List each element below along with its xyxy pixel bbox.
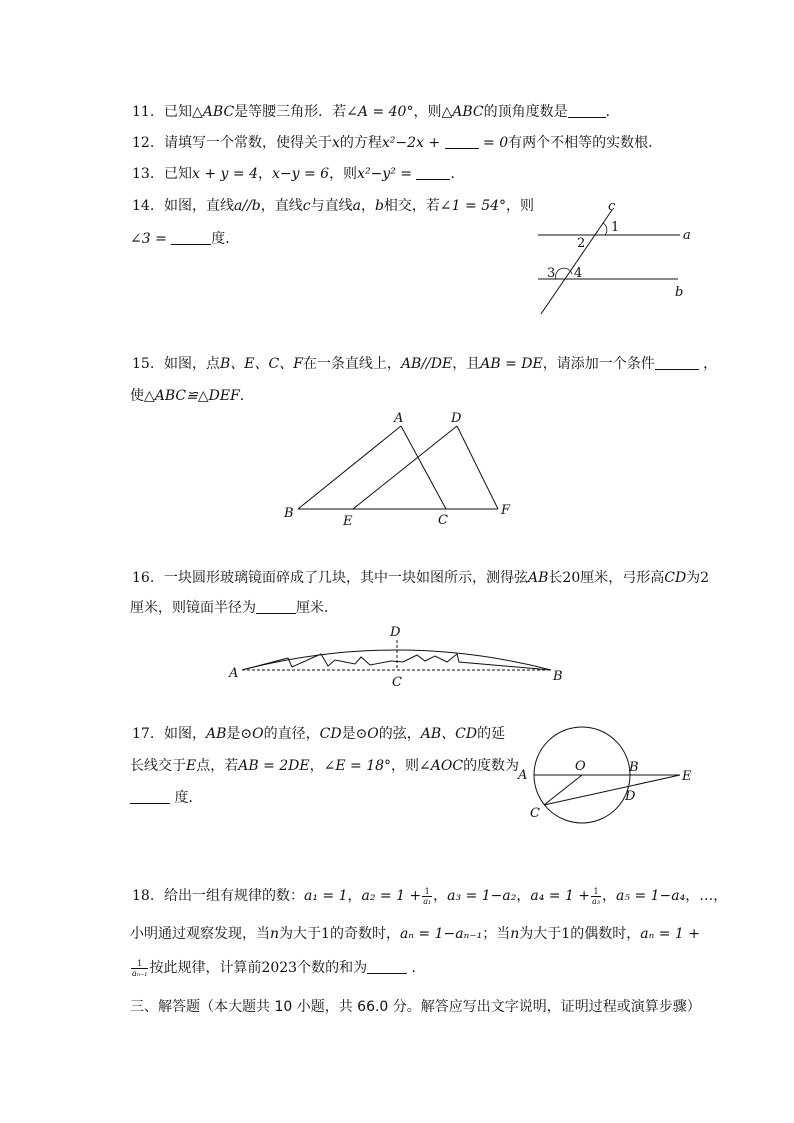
- text: 已知: [164, 104, 192, 120]
- label-B: B: [629, 760, 639, 775]
- text: 的偶数时，: [570, 926, 641, 942]
- segment-df: [457, 426, 498, 509]
- math: n: [270, 926, 280, 942]
- question-14: [132, 196, 534, 216]
- label-B: B: [284, 506, 294, 521]
- text: 的奇数时，: [329, 926, 400, 942]
- text: ．: [450, 166, 465, 182]
- label-D: D: [390, 625, 401, 640]
- text: ，: [360, 198, 375, 214]
- label-B: B: [553, 669, 563, 684]
- answer-blank[interactable]: [445, 134, 479, 149]
- label-E: E: [682, 769, 692, 784]
- math: x−y = 6: [271, 166, 330, 182]
- math: CD: [664, 570, 687, 586]
- label-3: 3: [547, 266, 556, 281]
- text: 小明通过观察发现，当: [130, 926, 270, 942]
- math: B、E、C、F: [220, 356, 303, 372]
- line-ce: [544, 775, 680, 805]
- denominator: a₁: [423, 896, 432, 906]
- value: 2: [700, 570, 710, 586]
- question-18: [132, 886, 727, 906]
- math: = 0: [483, 135, 509, 151]
- text: ，: [433, 888, 448, 904]
- text: ，: [309, 758, 324, 774]
- fraction: [422, 887, 432, 906]
- text: 在一条直线上，: [302, 356, 401, 372]
- numerator: 1: [591, 887, 601, 897]
- figure-16-mirror-fragment: [225, 618, 575, 693]
- math: ∠3 =: [130, 231, 167, 247]
- text: 长线交于: [130, 758, 186, 774]
- question-12: [132, 133, 662, 153]
- text: 度．: [211, 231, 240, 247]
- question-18-cont: [130, 924, 700, 944]
- math: ⊙O: [355, 726, 379, 742]
- text: 为大于: [519, 926, 562, 942]
- value: 2023: [261, 960, 298, 976]
- text: 长: [548, 570, 563, 586]
- text: 已知: [164, 166, 192, 182]
- math: aₙ = 1 +: [640, 926, 700, 942]
- math: AB: [206, 726, 227, 742]
- text: 厘米．: [296, 600, 338, 616]
- text: 是: [226, 726, 241, 742]
- label-b: b: [675, 285, 684, 300]
- label-D: D: [451, 411, 462, 426]
- text: ，: [347, 888, 362, 904]
- text: 相交，若: [383, 198, 440, 214]
- text: ，则: [329, 166, 358, 182]
- text: 是等腰三角形．若: [234, 104, 347, 120]
- label-C: C: [438, 513, 448, 528]
- label-2: 2: [577, 236, 586, 251]
- fraction: [131, 959, 148, 978]
- question-18-cont2: [130, 958, 426, 978]
- text: ，且: [452, 356, 481, 372]
- text: ；当: [482, 926, 511, 942]
- triangle-symbol: △: [441, 104, 453, 120]
- math: E: [186, 758, 197, 774]
- text: 使: [130, 388, 144, 404]
- math: ⊙O: [240, 726, 264, 742]
- question-11: [132, 102, 620, 122]
- text: 的顶角度数是: [483, 104, 568, 120]
- question-14-cont: [130, 229, 239, 249]
- section-header: 三、解答题（本大题共 10 小题，共 66.0 分。解答应写出文字说明，证明过程或演算步骤）: [130, 999, 701, 1015]
- numerator: 1: [422, 887, 432, 897]
- figure-17-circle: [512, 718, 702, 828]
- text: 点，若: [196, 758, 239, 774]
- triangle-symbol: △: [192, 104, 203, 120]
- question-number: 11.: [132, 104, 155, 120]
- math: a₂ = 1 +: [361, 888, 422, 904]
- label-4: 4: [574, 266, 583, 281]
- text: ，请添加一个条件: [542, 356, 655, 372]
- label-E: E: [343, 514, 353, 529]
- text: ．: [239, 388, 254, 404]
- text: ，则: [506, 198, 535, 214]
- text: ，…，: [685, 888, 728, 904]
- answer-blank[interactable]: [655, 355, 699, 370]
- text: 的直径，: [263, 726, 320, 742]
- math: ∠1 = 54°: [439, 198, 507, 214]
- math: c: [302, 198, 311, 214]
- text: 是: [341, 726, 356, 742]
- math: a₄ = 1 +: [530, 888, 591, 904]
- math: x²−2x +: [381, 135, 441, 151]
- question-number: 12.: [132, 135, 155, 151]
- line-c: [541, 210, 612, 314]
- label-F: F: [501, 503, 511, 518]
- question-number: 17.: [132, 726, 155, 742]
- angle-1-arc: [603, 223, 607, 235]
- question-16-cont: [130, 598, 338, 618]
- answer-blank[interactable]: [416, 165, 450, 180]
- math: ∠E = 18°: [323, 758, 392, 774]
- text: 给出一组有规律的数：: [164, 888, 304, 904]
- label-D: D: [625, 789, 636, 804]
- question-17: [132, 724, 505, 744]
- answer-blank[interactable]: [171, 230, 211, 245]
- question-17-cont: [130, 756, 519, 776]
- text: 厘米，弓形高: [580, 570, 665, 586]
- math: AB = DE: [480, 356, 543, 372]
- value: 1: [321, 926, 330, 942]
- text: ，直线: [260, 198, 303, 214]
- text: ，则: [413, 104, 442, 120]
- math: AB、CD: [420, 726, 478, 742]
- math: ∠AOC: [419, 758, 464, 774]
- math: x²−y² =: [357, 166, 413, 182]
- math: AB: [528, 570, 549, 586]
- math: ∠A = 40°: [346, 104, 414, 120]
- label-a: a: [683, 228, 691, 243]
- text: 请填写一个常数，使得关于: [164, 135, 332, 151]
- label-c: c: [608, 199, 616, 214]
- value: 20: [562, 570, 581, 586]
- angle-3-arc: [556, 268, 572, 279]
- label-O: O: [575, 759, 586, 774]
- denominator: aₙ₋₁: [132, 968, 148, 978]
- segment-ab: [298, 426, 401, 509]
- denominator: a₃: [592, 896, 601, 906]
- question-15-cont: [130, 386, 254, 406]
- text: ，: [602, 888, 617, 904]
- question-number: 16.: [132, 570, 155, 586]
- text: 如图，: [164, 726, 206, 742]
- question-16: [132, 568, 709, 588]
- text: 的延: [477, 726, 506, 742]
- label-A: A: [229, 666, 239, 681]
- label-C: C: [530, 806, 540, 821]
- text: ，则: [391, 758, 420, 774]
- math: n: [510, 926, 520, 942]
- text: 有两个不相等的实数根．: [508, 135, 663, 151]
- figure-14-parallel-lines: [530, 196, 710, 321]
- segment-ed: [353, 426, 457, 509]
- text: 与直线: [310, 198, 353, 214]
- text: ，: [516, 888, 531, 904]
- text: 的度数为: [463, 758, 520, 774]
- text: 一块圆形玻璃镜面碎成了几块，其中一块如图所示，测得弦: [164, 570, 528, 586]
- text: 的方程: [339, 135, 382, 151]
- fraction: [591, 887, 601, 906]
- question-number: 18.: [132, 888, 155, 904]
- math: a₁ = 1: [304, 888, 348, 904]
- label-A: A: [394, 411, 404, 426]
- label-C: C: [392, 675, 402, 690]
- text: 个数的和为: [297, 960, 368, 976]
- math: a₃ = 1−a₂: [447, 888, 517, 904]
- figure-15-triangles: [280, 408, 520, 533]
- question-number: 14.: [132, 198, 155, 214]
- math: x: [332, 135, 340, 151]
- math: a₅ = 1−a₄: [616, 888, 686, 904]
- math: x + y = 4: [192, 166, 258, 182]
- math: b: [374, 198, 384, 214]
- text: ，: [703, 356, 718, 372]
- question-17-cont2: [130, 788, 202, 808]
- text: 的弦，: [378, 726, 421, 742]
- numerator: 1: [131, 959, 148, 969]
- text: ，: [257, 166, 272, 182]
- text: ．: [411, 960, 426, 976]
- answer-blank[interactable]: [130, 789, 170, 804]
- question-number: 13.: [132, 166, 155, 182]
- math: ABC: [202, 104, 235, 120]
- text: 厘米，则镜面半径为: [130, 600, 256, 616]
- question-13: [132, 164, 464, 184]
- answer-blank[interactable]: [367, 959, 407, 974]
- math: CD: [319, 726, 342, 742]
- label-1: 1: [611, 220, 620, 235]
- math: ABC: [452, 104, 484, 120]
- text: ．: [605, 104, 620, 120]
- text: 如图，点: [164, 356, 220, 372]
- math: aₙ = 1−aₙ₋₁: [399, 926, 483, 942]
- text: 如图，直线: [164, 198, 234, 214]
- text: 按此规律，计算前: [149, 960, 262, 976]
- answer-blank[interactable]: [256, 599, 296, 614]
- question-15: [132, 354, 717, 374]
- math: a//b: [234, 198, 261, 214]
- math: a: [352, 198, 361, 214]
- question-number: 15.: [132, 356, 155, 372]
- text: 度．: [174, 790, 203, 806]
- value: 1: [561, 926, 571, 942]
- answer-blank[interactable]: [568, 103, 606, 118]
- math: △ABC≌△DEF: [144, 388, 240, 404]
- text: 为: [686, 570, 701, 586]
- label-A: A: [518, 768, 528, 783]
- math: AB//DE: [400, 356, 453, 372]
- math: AB = 2DE: [238, 758, 310, 774]
- text: 为大于: [279, 926, 322, 942]
- segment-ac: [401, 426, 446, 509]
